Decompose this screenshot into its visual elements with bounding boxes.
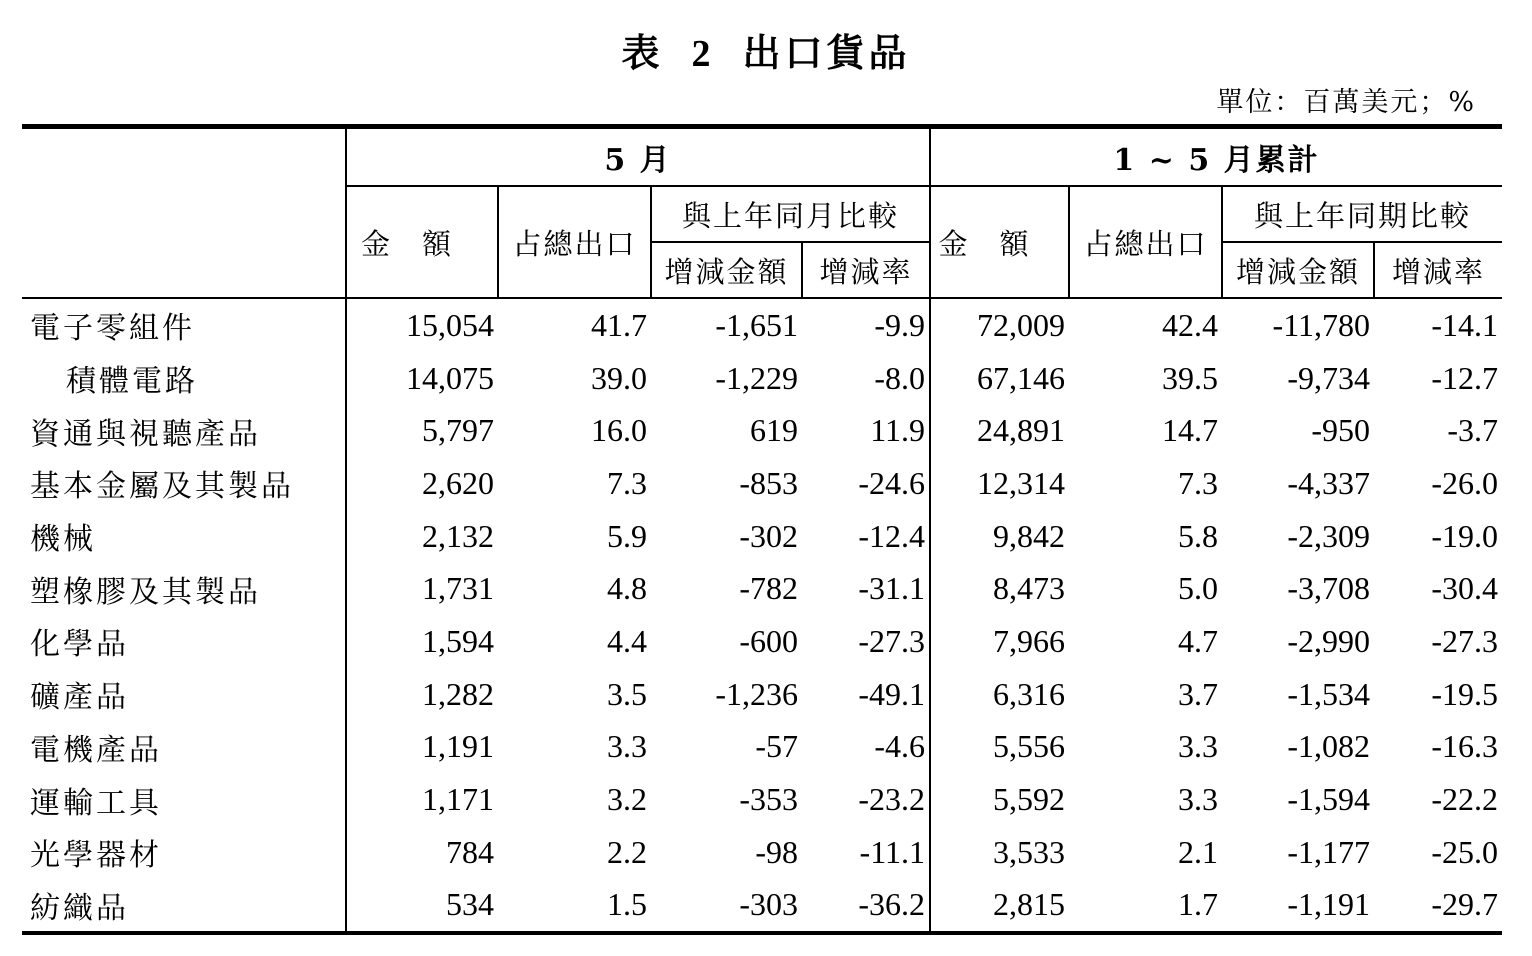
value-cell: 14.7 <box>1162 412 1219 449</box>
value-cell: 41.7 <box>591 306 647 343</box>
value-cell: 1.7 <box>1069 879 1222 934</box>
header-ytd-change-amount: 增減金額 <box>1222 242 1374 298</box>
value-cell: 42.4 <box>1162 306 1219 343</box>
value-cell: -302 <box>739 517 798 554</box>
value-cell: -11.1 <box>802 826 930 879</box>
table-row <box>22 510 1502 563</box>
value-cell: 12,314 <box>977 464 1066 501</box>
value-cell: -49.1 <box>802 668 930 721</box>
value-cell: 11.9 <box>802 404 930 457</box>
value-cell: -853 <box>739 464 798 501</box>
header-may-yoy: 與上年同月比較 <box>651 186 930 242</box>
unit-label: 單位：百萬美元；% <box>1216 87 1476 118</box>
value-cell: 24,891 <box>977 412 1066 449</box>
value-cell: 1,282 <box>422 675 494 712</box>
value-cell: -14.1 <box>1431 306 1499 343</box>
value-cell: -950 <box>1311 412 1371 449</box>
value-cell: 3.3 <box>1178 781 1219 818</box>
table-row <box>22 404 1502 457</box>
table-row <box>22 457 1502 510</box>
value-cell: 72,009 <box>977 306 1066 343</box>
table-row <box>22 721 1502 774</box>
value-cell: -3.7 <box>1447 412 1499 449</box>
table-row <box>22 668 1502 721</box>
table-row <box>22 615 1502 668</box>
value-cell: -2,309 <box>1287 517 1371 554</box>
table-title <box>0 22 1532 77</box>
value-cell: 5,556 <box>993 728 1066 765</box>
header-ytd-yoy: 與上年同期比較 <box>1222 186 1502 242</box>
table-row <box>22 298 1502 352</box>
value-cell: 2,132 <box>422 517 494 554</box>
table-row <box>22 352 1502 405</box>
value-cell: -8.0 <box>802 352 930 405</box>
value-cell: -9.9 <box>802 298 930 352</box>
value-cell: -24.6 <box>802 457 930 510</box>
value-cell: -1,236 <box>715 675 798 712</box>
value-cell: -4,337 <box>1287 464 1371 501</box>
row-label: 機械 <box>22 510 346 563</box>
title-prefix: 表 <box>621 30 664 75</box>
row-label: 紡織品 <box>22 879 346 934</box>
row-label: 運輸工具 <box>22 773 346 826</box>
value-cell: 7.3 <box>607 464 647 501</box>
value-cell: -36.2 <box>802 879 930 934</box>
value-cell: 3.2 <box>607 781 647 818</box>
value-cell: 619 <box>750 412 798 449</box>
value-cell: 15,054 <box>406 306 494 343</box>
value-cell: -31.1 <box>802 562 930 615</box>
table-row <box>22 879 1502 934</box>
table-row <box>22 773 1502 826</box>
header-may: 5 月 <box>346 127 930 187</box>
value-cell: -30.4 <box>1431 570 1499 607</box>
value-cell: 5,592 <box>993 781 1066 818</box>
value-cell: -19.5 <box>1431 675 1499 712</box>
value-cell: -9,734 <box>1287 359 1371 396</box>
value-cell: -19.0 <box>1431 517 1499 554</box>
value-cell: -1,594 <box>1287 781 1371 818</box>
value-cell: 1,171 <box>422 781 494 818</box>
value-cell: -57 <box>755 728 798 765</box>
value-cell: -353 <box>739 781 798 818</box>
header-ytd-amount: 金額 <box>930 186 1069 298</box>
value-cell: 2.1 <box>1178 833 1219 870</box>
table-row <box>22 826 1502 879</box>
value-cell: -12.4 <box>802 510 930 563</box>
value-cell: 2,620 <box>422 464 494 501</box>
value-cell: -26.0 <box>1431 464 1499 501</box>
value-cell: 1,594 <box>422 622 494 659</box>
header-corner <box>22 127 346 299</box>
value-cell: 5.8 <box>1178 517 1219 554</box>
value-cell: 1.5 <box>498 879 651 934</box>
value-cell: 4.8 <box>607 570 647 607</box>
value-cell: 5.9 <box>607 517 647 554</box>
row-label: 塑橡膠及其製品 <box>22 562 346 615</box>
value-cell: -1,082 <box>1287 728 1371 765</box>
value-cell: 1,731 <box>422 570 494 607</box>
value-cell: 9,842 <box>993 517 1066 554</box>
value-cell: -29.7 <box>1374 879 1502 934</box>
value-cell: -27.3 <box>802 615 930 668</box>
value-cell: 3.7 <box>1178 675 1219 712</box>
value-cell: -11,780 <box>1272 306 1371 343</box>
value-cell: 3.3 <box>1178 728 1219 765</box>
value-cell: 3.5 <box>607 675 647 712</box>
value-cell: -25.0 <box>1431 833 1499 870</box>
header-may-share: 占總出口 <box>498 186 651 298</box>
title-name: 出口貨品 <box>742 30 911 75</box>
value-cell: 7,966 <box>993 622 1066 659</box>
value-cell: -27.3 <box>1431 622 1499 659</box>
value-cell: 3.3 <box>607 728 647 765</box>
value-cell: -303 <box>651 879 802 934</box>
header-may-change-amount: 增減金額 <box>651 242 802 298</box>
header-ytd-share: 占總出口 <box>1069 186 1222 298</box>
value-cell: -3,708 <box>1287 570 1371 607</box>
value-cell: 534 <box>346 879 498 934</box>
value-cell: 784 <box>446 833 494 870</box>
header-ytd: 1 ~ 5 月累計 <box>930 127 1502 187</box>
value-cell: 8,473 <box>993 570 1066 607</box>
table-row <box>22 562 1502 615</box>
value-cell: -22.2 <box>1431 781 1499 818</box>
value-cell: 16.0 <box>591 412 647 449</box>
value-cell: 2,815 <box>930 879 1069 934</box>
title-number: 2 <box>691 33 715 75</box>
value-cell: -782 <box>739 570 798 607</box>
value-cell: 5.0 <box>1178 570 1219 607</box>
row-label: 電子零組件 <box>22 298 346 352</box>
value-cell: -23.2 <box>802 773 930 826</box>
value-cell: 39.5 <box>1162 359 1219 396</box>
value-cell: 14,075 <box>406 359 494 396</box>
value-cell: 3,533 <box>993 833 1066 870</box>
value-cell: 7.3 <box>1178 464 1219 501</box>
value-cell: -1,651 <box>715 306 798 343</box>
header-ytd-change-rate: 增減率 <box>1374 242 1502 298</box>
row-label: 化學品 <box>22 615 346 668</box>
value-cell: 2.2 <box>607 833 647 870</box>
value-cell: -4.6 <box>802 721 930 774</box>
value-cell: 39.0 <box>591 359 647 396</box>
value-cell: -1,534 <box>1287 675 1371 712</box>
value-cell: 67,146 <box>977 359 1066 396</box>
header-may-amount: 金額 <box>346 186 498 298</box>
value-cell: 4.4 <box>607 622 647 659</box>
value-cell: 5,797 <box>422 412 494 449</box>
export-goods-table <box>22 124 1502 935</box>
value-cell: -1,229 <box>715 359 798 396</box>
value-cell: 1,191 <box>422 728 494 765</box>
row-label: 光學器材 <box>22 826 346 879</box>
value-cell: -1,191 <box>1222 879 1374 934</box>
value-cell: -12.7 <box>1431 359 1499 396</box>
row-label: 礦產品 <box>22 668 346 721</box>
value-cell: 4.7 <box>1178 622 1219 659</box>
row-label: 基本金屬及其製品 <box>22 457 346 510</box>
header-may-change-rate: 增減率 <box>802 242 930 298</box>
value-cell: -600 <box>739 622 798 659</box>
value-cell: -98 <box>755 833 798 870</box>
value-cell: 6,316 <box>993 675 1066 712</box>
row-label: 電機產品 <box>22 721 346 774</box>
value-cell: -2,990 <box>1287 622 1371 659</box>
row-label: 積體電路 <box>22 352 346 405</box>
value-cell: -1,177 <box>1287 833 1371 870</box>
row-label: 資通與視聽產品 <box>22 404 346 457</box>
value-cell: -16.3 <box>1431 728 1499 765</box>
